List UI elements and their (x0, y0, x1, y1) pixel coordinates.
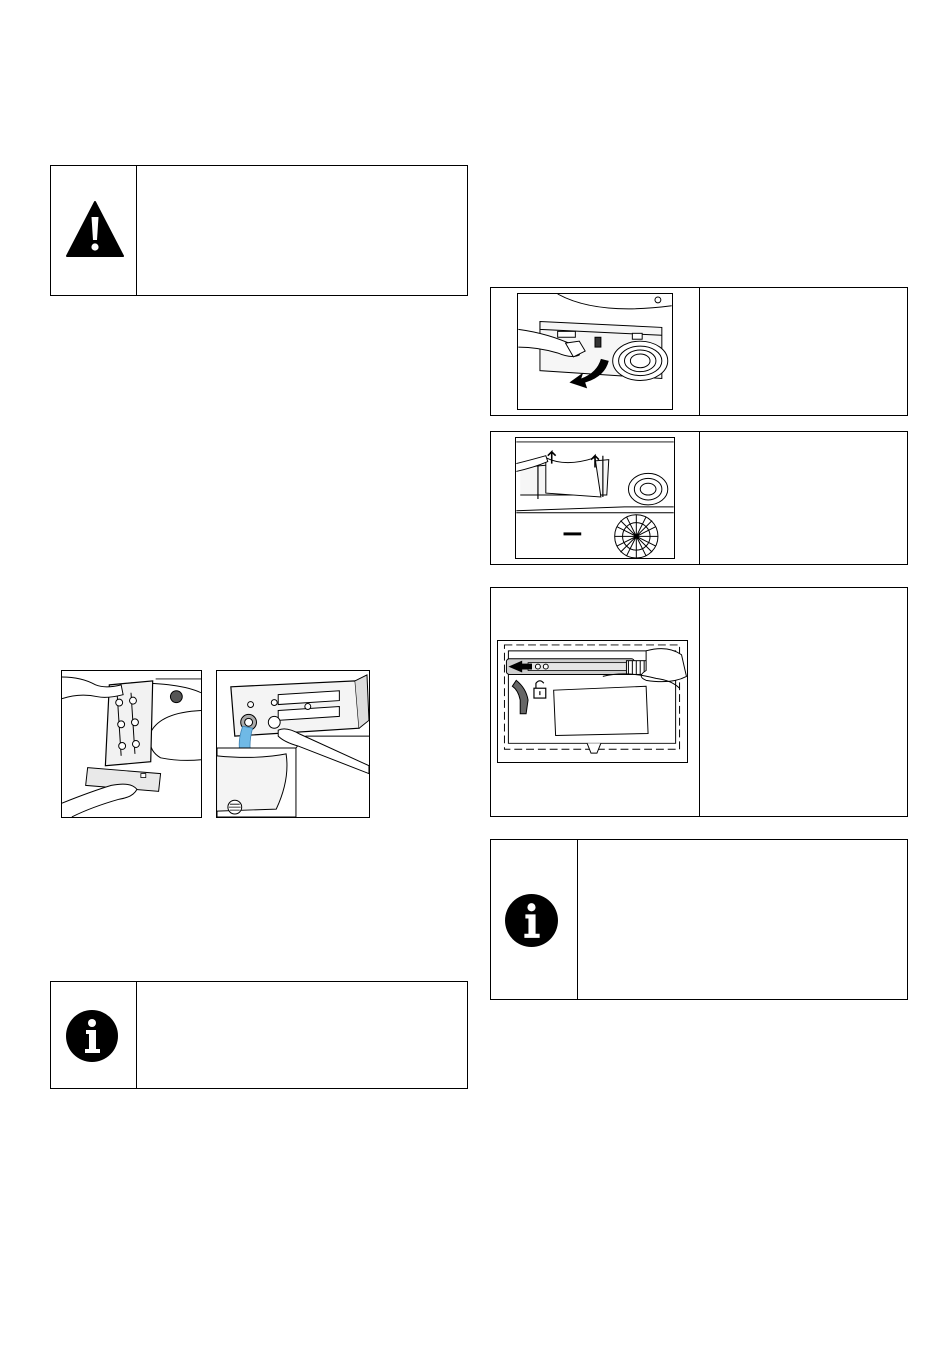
drawer-removal-illustration (61, 670, 202, 818)
info-circle-icon (65, 1009, 119, 1063)
warning-triangle-icon (65, 200, 125, 258)
info-notice-box-right (490, 839, 908, 1000)
filter-lid-lift-illustration (515, 437, 675, 559)
step-box-divider (699, 288, 700, 415)
info-notice-box-left (50, 981, 468, 1089)
plinth-cover-open-illustration (517, 293, 673, 410)
warning-notice-box (50, 165, 468, 296)
step-box-filter-lid (490, 431, 908, 565)
drawer-rinse-illustration (216, 670, 370, 818)
step-box-divider (699, 432, 700, 564)
info-circle-icon (504, 893, 559, 948)
info-notice-divider-right (577, 840, 578, 999)
info-notice-divider-left (136, 982, 137, 1088)
warning-notice-divider (136, 166, 137, 295)
filter-cleaning-brush-illustration (497, 640, 688, 763)
step-box-plinth-cover (490, 287, 908, 416)
step-box-divider (699, 588, 700, 816)
step-box-filter-clean (490, 587, 908, 817)
